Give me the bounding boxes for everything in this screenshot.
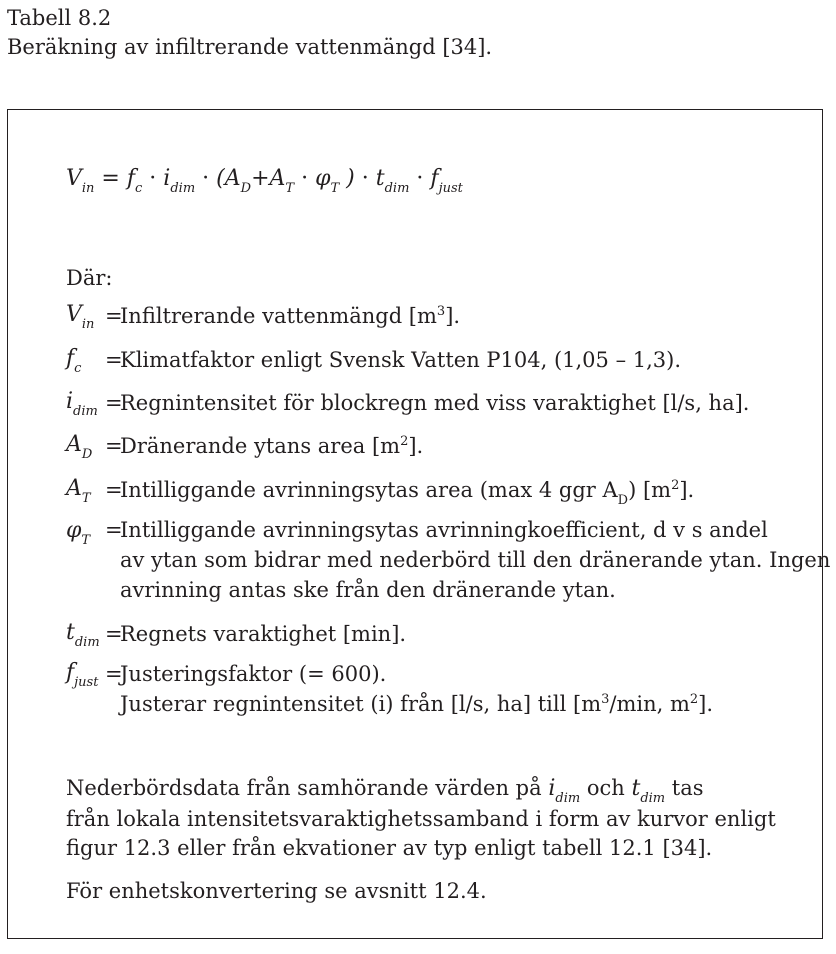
note-line-1: Nederbördsdata från samhörande värden på $i_{dim}$ och $t_{dim}$ tas bbox=[66, 776, 704, 806]
def-text-f-just: Justeringsfaktor (= 600). bbox=[120, 662, 387, 686]
def-eq: = bbox=[105, 391, 123, 415]
def-eq: = bbox=[105, 434, 123, 458]
where-label: Där: bbox=[66, 266, 113, 290]
table-number: Tabell 8.2 bbox=[7, 6, 112, 30]
table-title: Beräkning av infiltrerande vattenmängd [34]. bbox=[7, 35, 493, 59]
def-symbol-i-dim: $i_{dim}$ bbox=[66, 389, 98, 419]
def-text-f-c: Klimatfaktor enligt Svensk Vatten P104, (1,05 – 1,3). bbox=[120, 348, 682, 372]
def-symbol-a-d: $A_D$ bbox=[66, 432, 93, 462]
def-eq: = bbox=[105, 348, 123, 372]
def-symbol-f-c: $f_c$ bbox=[66, 346, 82, 376]
def-text-t-dim: Regnets varaktighet [min]. bbox=[120, 622, 407, 646]
def-symbol-a-t: $A_T$ bbox=[66, 476, 91, 506]
def-text-phi-t-cont-1: av ytan som bidrar med nederbörd till den dränerande ytan. Ingen bbox=[120, 548, 831, 572]
def-text-phi-t: Intilliggande avrinningsytas avrinningkoefficient, d v s andel bbox=[120, 518, 768, 542]
def-symbol-v-in: $V_{in}$ bbox=[66, 302, 95, 332]
def-symbol-t-dim: $t_{dim}$ bbox=[66, 620, 100, 650]
def-eq: = bbox=[105, 662, 123, 686]
def-text-a-t: Intilliggande avrinningsytas area (max 4 ggr $A_D$) $[m^2]$. bbox=[120, 478, 695, 508]
def-eq: = bbox=[105, 304, 123, 328]
def-eq: = bbox=[105, 478, 123, 502]
note-line-2: från lokala intensitetsvaraktighetssamband i form av kurvor enligt bbox=[66, 807, 776, 831]
def-text-i-dim: Regnintensitet för blockregn med viss varaktighet [l/s, ha]. bbox=[120, 391, 750, 415]
def-eq: = bbox=[105, 518, 123, 542]
table-box bbox=[7, 109, 831, 939]
def-symbol-phi-t: $\varphi_T$ bbox=[66, 518, 91, 548]
note-line-3: figur 12.3 eller från ekvationer av typ enligt tabell 12.1 [34]. bbox=[66, 836, 713, 860]
def-text-v-in: Infiltrerande vattenmängd $[m^3]$. bbox=[120, 304, 461, 328]
def-text-f-just-cont: Justerar regnintensitet (i) från [l/s, ha] till [$m^3/\min$, $m^2$]. bbox=[120, 692, 714, 716]
def-text-a-d: Dränerande ytans area $[m^2]$. bbox=[120, 434, 424, 458]
formula: $V_{in} = f_c \cdot i_{dim} \cdot (A_D+A_T \cdot \varphi_T$ ) · $t_{dim} \cdot f_{just}$ bbox=[66, 166, 463, 196]
conversion-note: För enhetskonvertering se avsnitt 12.4. bbox=[66, 879, 487, 903]
def-symbol-f-just: $f_{just}$ bbox=[66, 660, 99, 690]
def-eq: = bbox=[105, 622, 123, 646]
def-text-phi-t-cont-2: avrinning antas ske från den dränerande ytan. bbox=[120, 578, 616, 602]
